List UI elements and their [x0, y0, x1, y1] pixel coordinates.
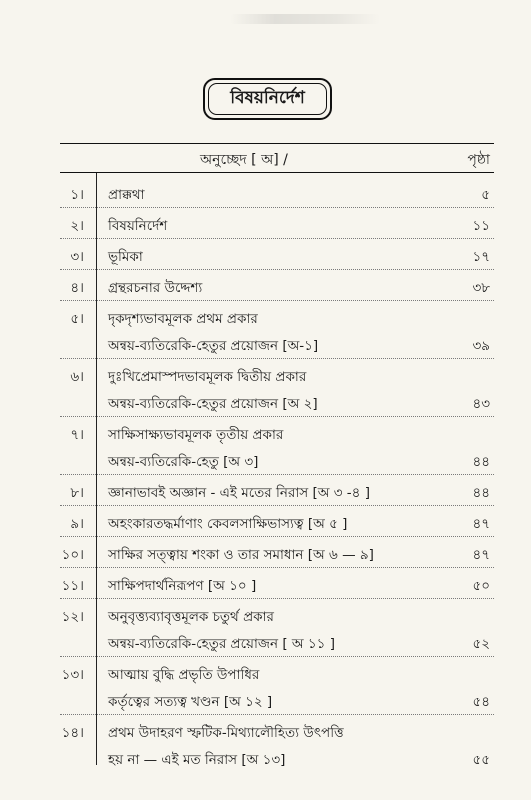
entry-title: জ্ঞানাভাবই অজ্ঞান - এই মতের নিরাস [অ ৩ -৪ ]: [108, 485, 370, 501]
toc-entry: [0, 567, 531, 598]
page-title-box: [203, 78, 332, 120]
toc-entry: [0, 358, 531, 416]
entry-number: ১।: [70, 187, 84, 203]
entry-title: আত্মায় বুদ্ধি প্রভৃতি উপাধির: [108, 667, 260, 683]
entry-title: সাক্ষিপদার্থনিরূপণ [অ ১০ ]: [108, 578, 257, 594]
entry-title: বিষয়নির্দেশ: [108, 218, 168, 234]
entry-page-number: ১৭: [472, 249, 490, 265]
entry-number: ২।: [70, 218, 84, 234]
entry-page-number: ৪৭: [472, 516, 490, 532]
entry-title-continued: কর্তৃত্বের সত্যত্ব খণ্ডন [অ ১২ ]: [108, 694, 273, 710]
entry-title: প্রথম উদাহরণ স্ফটিক-মিথ্যালৌহিত্য উৎপত্তি: [108, 725, 344, 741]
entry-page-number: ১১: [472, 218, 490, 234]
entry-title-continued: হয় না — এই মত নিরাস [অ ১৩]: [108, 752, 286, 768]
entry-number: ৯।: [70, 516, 84, 532]
entry-page-number: ৫০: [472, 578, 490, 594]
entry-title: সাক্ষির সত্ত্বায় শংকা ও তার সমাধান [অ ৬ — ৯]: [108, 547, 374, 563]
entry-number: ১০।: [61, 547, 84, 563]
entry-number: ৪।: [70, 280, 84, 296]
top-rule: [60, 143, 494, 144]
entry-number: ৮।: [70, 485, 84, 501]
entry-page-number: ৫: [481, 187, 490, 203]
entry-title: দুঃখিপ্রেমাস্পদভাবমূলক দ্বিতীয় প্রকার: [108, 369, 307, 385]
toc-entry: [0, 269, 531, 300]
page-title: বিষয়নির্দেশ: [230, 88, 305, 108]
toc-entry: [0, 300, 531, 358]
entry-number: ১২।: [61, 609, 84, 625]
entry-number: ৩।: [70, 249, 84, 265]
entry-title: গ্রন্থরচনার উদ্দেশ্য: [108, 280, 203, 296]
toc-entry: [0, 416, 531, 474]
page-column-header: পৃষ্ঠা: [467, 152, 490, 168]
entry-title-continued: অন্বয়-ব্যতিরেকি-হেতুর প্রয়োজন [অ-১]: [108, 338, 319, 354]
toc-entry: [0, 598, 531, 656]
entry-page-number: ৫৫: [472, 752, 490, 768]
entry-page-number: ৪৪: [472, 454, 490, 470]
entry-number: ১১।: [61, 578, 84, 594]
entry-number: ৭।: [70, 427, 84, 443]
entry-page-number: ৪৩: [472, 396, 490, 412]
entry-title-continued: অন্বয়-ব্যতিরেকি-হেতুর প্রয়োজন [অ ২]: [108, 396, 318, 412]
entry-page-number: ৪৭: [472, 547, 490, 563]
entry-title: অহংকারতদ্ধর্মাণাং কেবলসাক্ষিভাস্যত্ব [অ ৫ ]: [108, 516, 348, 532]
toc-entry: [0, 238, 531, 269]
entry-page-number: ৩৮: [472, 280, 490, 296]
entry-number: ৫।: [70, 311, 84, 327]
entry-title-continued: অন্বয়-ব্যতিরেকি-হেতু [অ ৩]: [108, 454, 259, 470]
header-rule: [60, 172, 494, 173]
entry-number: ৬।: [70, 369, 84, 385]
entry-page-number: ৫৪: [472, 694, 490, 710]
toc-entry: [0, 656, 531, 714]
entry-title-continued: অন্বয়-ব্যতিরেকি-হেতুর প্রয়োজন [ অ ১১ ]: [108, 636, 335, 652]
entry-title: অনুবৃত্ত্যব্যাবৃত্তমূলক চতুর্থ প্রকার: [108, 609, 274, 625]
toc-entry: [0, 176, 531, 207]
toc-entry: [0, 207, 531, 238]
entry-number: ১৪।: [61, 725, 84, 741]
entry-title: দৃকদৃশ্যভাবমূলক প্রথম প্রকার: [108, 311, 258, 327]
entry-page-number: ৩৯: [472, 338, 490, 354]
toc-entry: [0, 474, 531, 505]
section-column-header: অনুচ্ছেদ [ অ] /: [200, 152, 288, 168]
entry-title: প্রাক্কথা: [108, 187, 145, 203]
entry-page-number: ৫২: [472, 636, 490, 652]
toc-entry: [0, 536, 531, 567]
entry-title: সাক্ষিসাক্ষ্যভাবমূলক তৃতীয় প্রকার: [108, 427, 284, 443]
toc-entry: [0, 505, 531, 536]
entry-page-number: ৪৪: [472, 485, 490, 501]
entry-number: ১৩।: [61, 667, 84, 683]
entry-title: ভূমিকা: [108, 249, 143, 265]
bleed-through-smudge: [230, 14, 380, 24]
toc-entry: [0, 714, 531, 772]
